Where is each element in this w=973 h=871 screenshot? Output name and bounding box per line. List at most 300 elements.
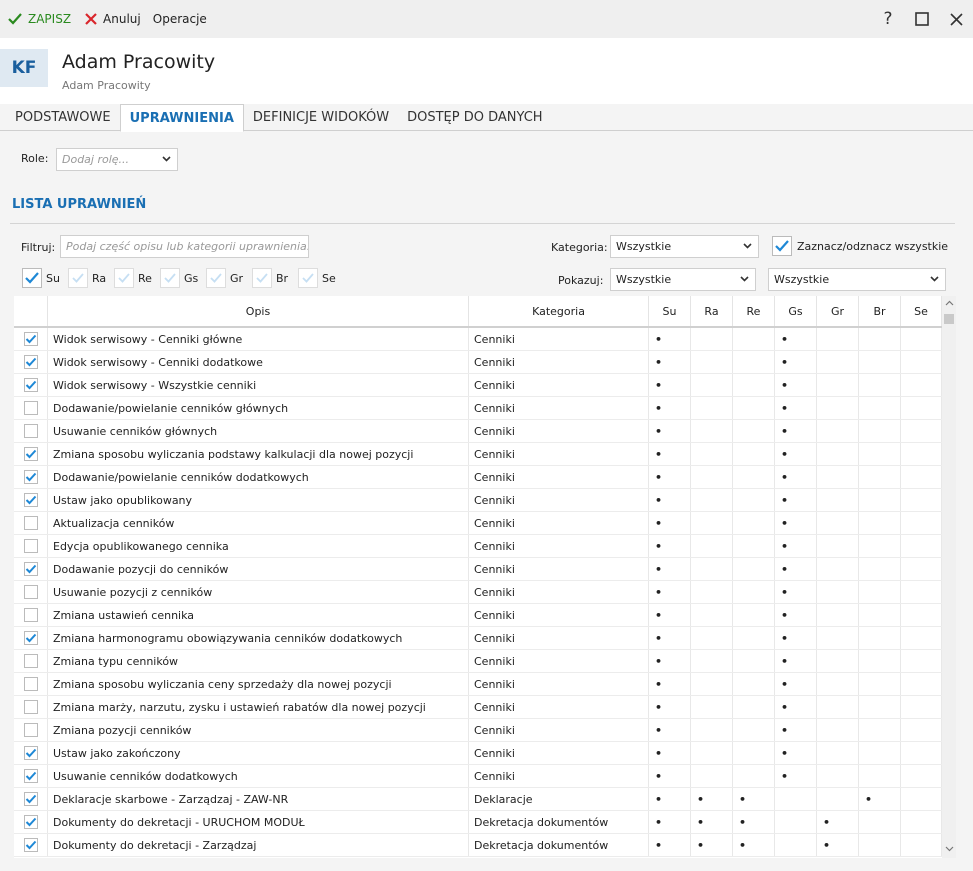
filter-input[interactable] [60,235,309,258]
cell-perm-gs: • [775,466,817,488]
cell-perm-su: • [649,604,691,626]
perm-filter-label: Gr [230,271,244,285]
cell-perm-re [733,627,775,649]
cell-perm-se [901,535,942,557]
cell-perm-gr [817,420,859,442]
cell-perm-re [733,374,775,396]
cell-perm-su: • [649,489,691,511]
cell-perm-ra: • [691,834,733,856]
header-re[interactable]: Re [733,296,775,326]
row-checkbox-cell [14,558,48,580]
pokazuj-value: Wszystkie [616,273,672,286]
role-select[interactable] [56,148,178,171]
row-checkbox[interactable] [24,631,38,645]
cell-perm-su: • [649,650,691,672]
save-label: ZAPISZ [28,12,72,26]
cell-kategoria: Cenniki [469,374,649,396]
cell-perm-se [901,351,942,373]
cell-perm-ra [691,650,733,672]
cell-perm-br [859,650,901,672]
row-checkbox-cell [14,742,48,764]
cell-perm-br [859,512,901,534]
row-checkbox[interactable] [24,562,38,576]
tab-definicje-widokow[interactable]: DEFINICJE WIDOKÓW [252,110,390,125]
cell-perm-re [733,742,775,764]
cell-perm-re [733,420,775,442]
row-checkbox-cell [14,581,48,603]
cell-perm-se [901,374,942,396]
row-checkbox[interactable] [24,746,38,760]
cell-opis: Zmiana pozycji cenników [48,719,469,741]
pokazuj-select-2[interactable] [768,268,946,291]
perm-filter-3[interactable] [160,268,198,288]
check-icon [25,840,37,850]
row-checkbox[interactable] [24,355,38,369]
table-row[interactable] [14,351,942,374]
cell-kategoria: Cenniki [469,581,649,603]
perm-filter-label: Su [46,271,60,285]
cell-perm-gs: • [775,765,817,787]
cell-perm-su: • [649,811,691,833]
cell-opis: Zmiana sposobu wyliczania ceny sprzedaży dla nowej pozycji [48,673,469,695]
check-icon [25,357,37,367]
select-all-label: Zaznacz/odznacz wszystkie [797,239,949,253]
table-header [14,296,942,328]
table-row[interactable] [14,742,942,765]
cell-perm-se [901,512,942,534]
cell-opis: Dokumenty do dekretacji - Zarządzaj [48,834,469,856]
row-checkbox-cell [14,489,48,511]
table-row[interactable] [14,604,942,627]
perm-filter-box[interactable] [206,268,226,288]
perm-filter-label: Re [138,271,152,285]
cell-perm-br [859,397,901,419]
perm-filter-label: Gs [184,271,199,285]
row-checkbox[interactable] [24,378,38,392]
row-checkbox[interactable] [24,677,38,691]
cell-perm-su: • [649,788,691,810]
kategoria-value: Wszystkie [616,240,672,253]
cell-perm-gs: • [775,696,817,718]
cell-opis: Edycja opublikowanego cennika [48,535,469,557]
perm-filter-box[interactable] [68,268,88,288]
cell-perm-br [859,811,901,833]
cell-perm-su: • [649,512,691,534]
cell-perm-gs: • [775,650,817,672]
cell-perm-se [901,604,942,626]
scroll-down-icon[interactable] [943,842,955,856]
table-row[interactable] [14,443,942,466]
header-br[interactable]: Br [859,296,901,326]
cell-perm-ra [691,696,733,718]
scrollbar-thumb[interactable] [944,314,954,324]
cell-perm-br [859,351,901,373]
select-all-box[interactable] [772,236,792,256]
row-checkbox-cell [14,328,48,350]
table-row[interactable] [14,834,942,857]
cell-kategoria: Cenniki [469,558,649,580]
table-row[interactable] [14,765,942,788]
cell-perm-se [901,834,942,856]
cell-perm-gr [817,696,859,718]
row-checkbox[interactable] [24,516,38,530]
cell-perm-se [901,420,942,442]
row-checkbox[interactable] [24,493,38,507]
scroll-up-icon[interactable] [943,296,955,310]
cell-perm-br: • [859,788,901,810]
perm-filter-label: Ra [92,271,107,285]
cell-kategoria: Cenniki [469,328,649,350]
pokazuj-label: Pokazuj: [558,274,604,287]
cell-perm-se [901,765,942,787]
header-opis[interactable]: Opis [48,296,469,326]
table-row[interactable] [14,374,942,397]
tab-bar [0,104,973,131]
table-row[interactable] [14,535,942,558]
cell-perm-su: • [649,742,691,764]
cell-kategoria: Cenniki [469,719,649,741]
cell-opis: Dodawanie/powielanie cenników głównych [48,397,469,419]
tab-uprawnienia[interactable]: UPRAWNIENIA [120,104,244,132]
cell-perm-gs: • [775,420,817,442]
cell-perm-se [901,489,942,511]
cell-perm-br [859,765,901,787]
cell-kategoria: Cenniki [469,351,649,373]
check-icon [117,272,131,284]
cell-perm-ra [691,581,733,603]
table-row[interactable] [14,512,942,535]
save-button[interactable] [0,0,77,38]
perm-filter-1[interactable] [68,268,106,288]
cell-perm-gs [775,788,817,810]
cell-perm-su: • [649,696,691,718]
cell-perm-gs: • [775,443,817,465]
header-su[interactable]: Su [649,296,691,326]
kategoria-select[interactable] [610,235,759,258]
row-checkbox-cell [14,512,48,534]
cell-perm-se [901,719,942,741]
cell-perm-ra: • [691,811,733,833]
cell-opis: Deklaracje skarbowe - Zarządzaj - ZAW-NR [48,788,469,810]
cell-perm-su: • [649,443,691,465]
row-checkbox-cell [14,788,48,810]
check-icon [71,272,85,284]
cell-perm-gr: • [817,834,859,856]
header-se[interactable]: Se [901,296,942,326]
perm-filter-box[interactable] [298,268,318,288]
cell-opis: Widok serwisowy - Cenniki dodatkowe [48,351,469,373]
cell-perm-se [901,696,942,718]
cell-perm-ra [691,397,733,419]
cell-perm-gs [775,811,817,833]
cell-kategoria: Cenniki [469,466,649,488]
table-row[interactable] [14,811,942,834]
cell-perm-gr [817,512,859,534]
cell-opis: Ustaw jako opublikowany [48,489,469,511]
table-row[interactable] [14,328,942,351]
row-checkbox[interactable] [24,608,38,622]
cell-perm-ra: • [691,788,733,810]
cell-opis: Zmiana harmonogramu obowiązywania cenników dodatkowych [48,627,469,649]
cell-perm-gs: • [775,489,817,511]
cell-perm-gr: • [817,811,859,833]
check-icon [163,272,177,284]
cell-perm-re [733,558,775,580]
cell-perm-br [859,328,901,350]
cell-perm-re [733,397,775,419]
row-checkbox[interactable] [24,470,38,484]
operations-label: Operacje [152,12,207,26]
cell-perm-gs: • [775,374,817,396]
row-checkbox-cell [14,834,48,856]
cell-perm-su: • [649,719,691,741]
cell-perm-gs: • [775,604,817,626]
row-checkbox[interactable] [24,447,38,461]
cell-perm-ra [691,489,733,511]
cell-perm-se [901,788,942,810]
table-row[interactable] [14,788,942,811]
row-checkbox-cell [14,650,48,672]
cell-kategoria: Dekretacja dokumentów [469,834,649,856]
cell-perm-gr [817,742,859,764]
cell-perm-su: • [649,673,691,695]
section-title: LISTA UPRAWNIEŃ [12,197,147,212]
cell-perm-br [859,489,901,511]
row-checkbox[interactable] [24,723,38,737]
cancel-button[interactable] [77,0,147,38]
cell-opis: Widok serwisowy - Wszystkie cenniki [48,374,469,396]
cell-perm-gr [817,788,859,810]
cell-perm-re [733,673,775,695]
table-row[interactable] [14,466,942,489]
cell-perm-re [733,581,775,603]
cell-perm-su: • [649,627,691,649]
cell-opis: Usuwanie cenników dodatkowych [48,765,469,787]
cell-perm-gr [817,765,859,787]
row-checkbox[interactable] [24,585,38,599]
cell-perm-br [859,719,901,741]
cell-perm-se [901,558,942,580]
cell-opis: Usuwanie pozycji z cenników [48,581,469,603]
cell-perm-re: • [733,811,775,833]
cell-perm-re [733,489,775,511]
row-checkbox[interactable] [24,769,38,783]
row-checkbox[interactable] [24,654,38,668]
table-row[interactable] [14,581,942,604]
header-ra[interactable]: Ra [691,296,733,326]
cell-perm-su: • [649,558,691,580]
close-icon[interactable] [939,0,973,38]
cell-perm-gr [817,673,859,695]
cell-perm-gs: • [775,397,817,419]
cell-perm-ra [691,535,733,557]
header-kategoria[interactable]: Kategoria [469,296,649,326]
check-icon [25,748,37,758]
table-row[interactable] [14,719,942,742]
select-all-checkbox[interactable] [772,236,948,256]
cell-kategoria: Cenniki [469,627,649,649]
maximize-icon[interactable] [905,0,939,38]
cell-opis: Ustaw jako zakończony [48,742,469,764]
cell-perm-gs: • [775,719,817,741]
cell-perm-se [901,627,942,649]
table-body [14,328,942,857]
perm-filter-box[interactable] [22,268,42,288]
row-checkbox-cell [14,765,48,787]
perm-filter-2[interactable] [114,268,152,288]
row-checkbox-cell [14,673,48,695]
pokazuj-select[interactable] [610,268,756,291]
operations-menu[interactable] [147,0,213,38]
table-row[interactable] [14,420,942,443]
cell-perm-su: • [649,374,691,396]
cell-perm-re: • [733,834,775,856]
row-checkbox[interactable] [24,539,38,553]
cell-perm-gr [817,397,859,419]
check-icon [301,272,315,284]
table-row[interactable] [14,673,942,696]
row-checkbox-cell [14,627,48,649]
row-checkbox-cell [14,719,48,741]
check-icon [774,239,790,253]
row-checkbox[interactable] [24,815,38,829]
table-row[interactable] [14,397,942,420]
cell-perm-gs: • [775,742,817,764]
cell-perm-gr [817,627,859,649]
cell-perm-re [733,351,775,373]
perm-filter-label: Se [322,271,336,285]
cell-kategoria: Cenniki [469,604,649,626]
header-gs[interactable]: Gs [775,296,817,326]
row-checkbox[interactable] [24,792,38,806]
cell-perm-se [901,328,942,350]
cell-perm-su: • [649,581,691,603]
check-icon [25,817,37,827]
header-check [14,296,48,326]
table-row[interactable] [14,696,942,719]
cell-perm-se [901,650,942,672]
perm-filter-5[interactable] [252,268,288,288]
perm-filter-box[interactable] [114,268,134,288]
record-header [0,38,973,104]
cell-perm-re [733,512,775,534]
avatar: KF [0,49,48,87]
cell-perm-br [859,604,901,626]
row-checkbox[interactable] [24,838,38,852]
cell-perm-se [901,673,942,695]
perm-filter-4[interactable] [206,268,243,288]
cell-kategoria: Deklaracje [469,788,649,810]
cancel-label: Anuluj [103,12,141,26]
tab-dostep-do-danych[interactable]: DOSTĘP DO DANYCH [407,110,543,125]
cell-perm-ra [691,765,733,787]
check-icon [255,272,269,284]
cell-kategoria: Cenniki [469,420,649,442]
table-row[interactable] [14,558,942,581]
chevron-down-icon [929,273,940,284]
toolbar [0,0,973,38]
table-row[interactable] [14,650,942,673]
cell-perm-gs: • [775,351,817,373]
cell-perm-ra [691,558,733,580]
check-icon [25,334,37,344]
cell-kategoria: Cenniki [469,765,649,787]
row-checkbox-cell [14,420,48,442]
check-icon [25,771,37,781]
cell-perm-br [859,673,901,695]
cell-opis: Dodawanie pozycji do cenników [48,558,469,580]
cell-kategoria: Cenniki [469,696,649,718]
cell-perm-br [859,581,901,603]
filter-label: Filtruj: [21,241,56,254]
cell-perm-su: • [649,535,691,557]
cell-perm-se [901,742,942,764]
cell-perm-gr [817,719,859,741]
perm-filter-box[interactable] [252,268,272,288]
cell-perm-gr [817,650,859,672]
row-checkbox-cell [14,811,48,833]
row-checkbox-cell [14,696,48,718]
chevron-down-icon [742,240,753,251]
cell-perm-re [733,328,775,350]
cell-perm-ra [691,604,733,626]
cell-perm-br [859,535,901,557]
kategoria-label: Kategoria: [551,241,608,254]
row-checkbox[interactable] [24,424,38,438]
row-checkbox-cell [14,397,48,419]
cell-opis: Usuwanie cenników głównych [48,420,469,442]
table-row[interactable] [14,489,942,512]
check-icon [25,449,37,459]
cell-perm-gr [817,558,859,580]
row-checkbox[interactable] [24,700,38,714]
cell-perm-br [859,834,901,856]
cell-perm-ra [691,374,733,396]
cell-perm-ra [691,351,733,373]
perm-filter-0[interactable] [22,268,60,288]
header-gr[interactable]: Gr [817,296,859,326]
cell-perm-br [859,742,901,764]
row-checkbox[interactable] [24,401,38,415]
help-icon[interactable]: ? [883,9,893,29]
vertical-scrollbar[interactable] [942,296,956,858]
cell-perm-su: • [649,328,691,350]
cell-perm-gr [817,604,859,626]
cell-perm-br [859,558,901,580]
role-placeholder: Dodaj rolę... [62,153,130,166]
tab-podstawowe[interactable]: PODSTAWOWE [15,110,111,125]
row-checkbox-cell [14,604,48,626]
cell-kategoria: Cenniki [469,673,649,695]
page-subtitle: Adam Pracowity [62,79,151,92]
cell-perm-ra [691,742,733,764]
close-red-icon [85,13,97,25]
perm-filter-box[interactable] [160,268,180,288]
table-row[interactable] [14,627,942,650]
perm-filter-6[interactable] [298,268,336,288]
cell-perm-br [859,466,901,488]
cell-perm-br [859,696,901,718]
row-checkbox-cell [14,443,48,465]
check-icon [24,271,40,285]
cell-perm-gs: • [775,328,817,350]
row-checkbox[interactable] [24,332,38,346]
cell-perm-br [859,374,901,396]
chevron-down-icon [739,273,750,284]
cell-perm-gr [817,489,859,511]
cell-opis: Widok serwisowy - Cenniki główne [48,328,469,350]
cell-kategoria: Dekretacja dokumentów [469,811,649,833]
